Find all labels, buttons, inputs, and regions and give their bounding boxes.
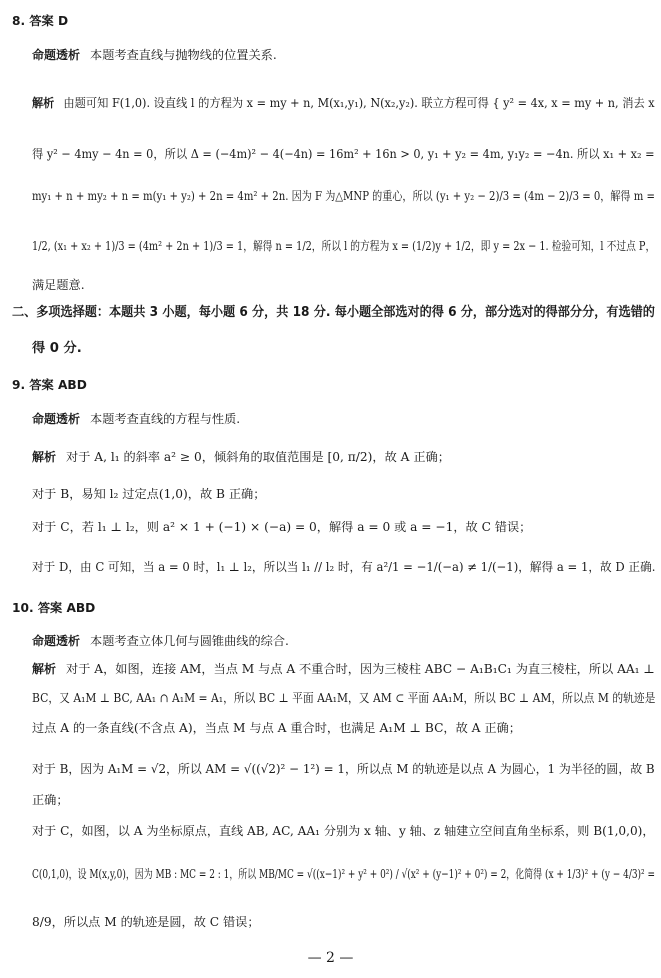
q10-solution-c3: 8/9，所以点 M 的轨迹是圆，故 C 错误； bbox=[32, 915, 260, 929]
q8-solution-line-3: my₁ + n + my₂ + n = m(y₁ + y₂) + 2n = 4m² + 2n. 因为 F 为△MNP 的重心，所以 (y₁ + y₂ − 2)/3 = (4m − 2)/3 = 0，解得 m = bbox=[32, 189, 655, 203]
q10-solution-a1: 解析 对于 A，如图，连接 AM，当点 M 与点 A 不重合时，因为三棱柱 ABC − A₁B₁C₁ 为直三棱柱，所以 AA₁ ⊥ bbox=[32, 662, 655, 676]
q10-solution-a2: BC，又 A₁M ⊥ BC, AA₁ ∩ A₁M = A₁，所以 BC ⊥ 平面 AA₁M，又 AM ⊂ 平面 AA₁M，所以 BC ⊥ AM，所以点 M 的轨迹是 bbox=[32, 691, 656, 705]
q10-topic-tag: 命题透析 bbox=[32, 634, 81, 648]
q8-solution-line-2: 得 y² − 4my − 4n = 0，所以 Δ = (−4m)² − 4(−4n) = 16m² + 16n > 0, y₁ + y₂ = 4m, y₁y₂ = −4n. 所以 x₁ + x₂ = bbox=[32, 147, 655, 161]
q8-solution-line-4: 1/2, (x₁ + x₂ + 1)/3 = (4m² + 2n + 1)/3 = 1，解得 n = 1/2，所以 l 的方程为 x = (1/2)y + 1/2，即 y = 2x − 1. 检验可知，l 不过点 P， bbox=[32, 239, 656, 253]
q10-topic: 本题考查立体几何与圆锥曲线的综合. bbox=[90, 634, 289, 648]
q10-solution-c1: 对于 C，如图，以 A 为坐标原点，直线 AB, AC, AA₁ 分别为 x 轴、y 轴、z 轴建立空间直角坐标系，则 B(1,0,0)， bbox=[32, 824, 655, 838]
q10-answer: 10. 答案 ABD bbox=[12, 601, 96, 615]
q9-solution-tag: 解析 bbox=[32, 450, 57, 464]
q8-answer: 8. 答案 D bbox=[12, 14, 69, 28]
q10-topic-line bbox=[32, 633, 289, 649]
q9-solution-a: 解析 对于 A, l₁ 的斜率 a² ≥ 0，倾斜角的取值范围是 [0, π/2)，故 A 正确； bbox=[32, 450, 450, 464]
q10-solution-b2: 正确； bbox=[32, 793, 69, 807]
page-number: — 2 — bbox=[307, 950, 354, 966]
q9-solution-d: 对于 D，由 C 可知，当 a = 0 时，l₁ ⊥ l₂，所以当 l₁ // l₂ 时，有 a²/1 = −1/(−a) ≠ 1/(−1)，解得 a = 1，故 D 正确. bbox=[32, 560, 656, 574]
q9-topic-tag: 命题透析 bbox=[32, 412, 81, 426]
q10-solution-a3: 过点 A 的一条直线(不含点 A)，当点 M 与点 A 重合时，也满足 A₁M ⊥ BC，故 A 正确； bbox=[32, 721, 521, 735]
q8-topic-line bbox=[32, 47, 277, 63]
q10-solution-c2: C(0,1,0)，设 M(x,y,0)，因为 MB : MC = 2 : 1，所以 MB/MC = √((x−1)² + y² + 0²) / √(x² + (y−1)² + 0²) = 2，化简得 (x + 1/3)² + (y − 4/3)² = bbox=[32, 867, 655, 881]
q9-answer: 9. 答案 ABD bbox=[12, 378, 87, 392]
section2-heading-line-2: 得 0 分. bbox=[32, 341, 82, 356]
q8-solution-line-1: 解析 由题可知 F(1,0). 设直线 l 的方程为 x = my + n, M(x₁,y₁), N(x₂,y₂). 联立方程可得 { y² = 4x, x = my + n, 消去 x bbox=[32, 96, 655, 110]
q10-solution-b1: 对于 B，因为 A₁M = √2，所以 AM = √((√2)² − 1²) = 1，所以点 M 的轨迹是以点 A 为圆心，1 为半径的圆，故 B bbox=[32, 762, 655, 776]
q8-topic: 本题考查直线与抛物线的位置关系. bbox=[90, 48, 277, 62]
q8-topic-tag: 命题透析 bbox=[32, 48, 81, 62]
q9-solution-c: 对于 C，若 l₁ ⊥ l₂，则 a² × 1 + (−1) × (−a) = 0，解得 a = 0 或 a = −1，故 C 错误； bbox=[32, 520, 532, 534]
q9-topic: 本题考查直线的方程与性质. bbox=[90, 412, 241, 426]
q9-topic-line bbox=[32, 411, 240, 427]
q9-solution-b: 对于 B，易知 l₂ 过定点(1,0)，故 B 正确； bbox=[32, 487, 266, 501]
q8-solution-tag: 解析 bbox=[32, 96, 55, 110]
section2-heading-line-1: 二、多项选择题：本题共 3 小题，每小题 6 分，共 18 分. 每小题全部选对的得 6 分，部分选对的得部分分，有选错的 bbox=[12, 305, 655, 320]
q10-solution-tag: 解析 bbox=[32, 662, 57, 676]
q8-solution-line-5: 满足题意. bbox=[32, 278, 85, 292]
